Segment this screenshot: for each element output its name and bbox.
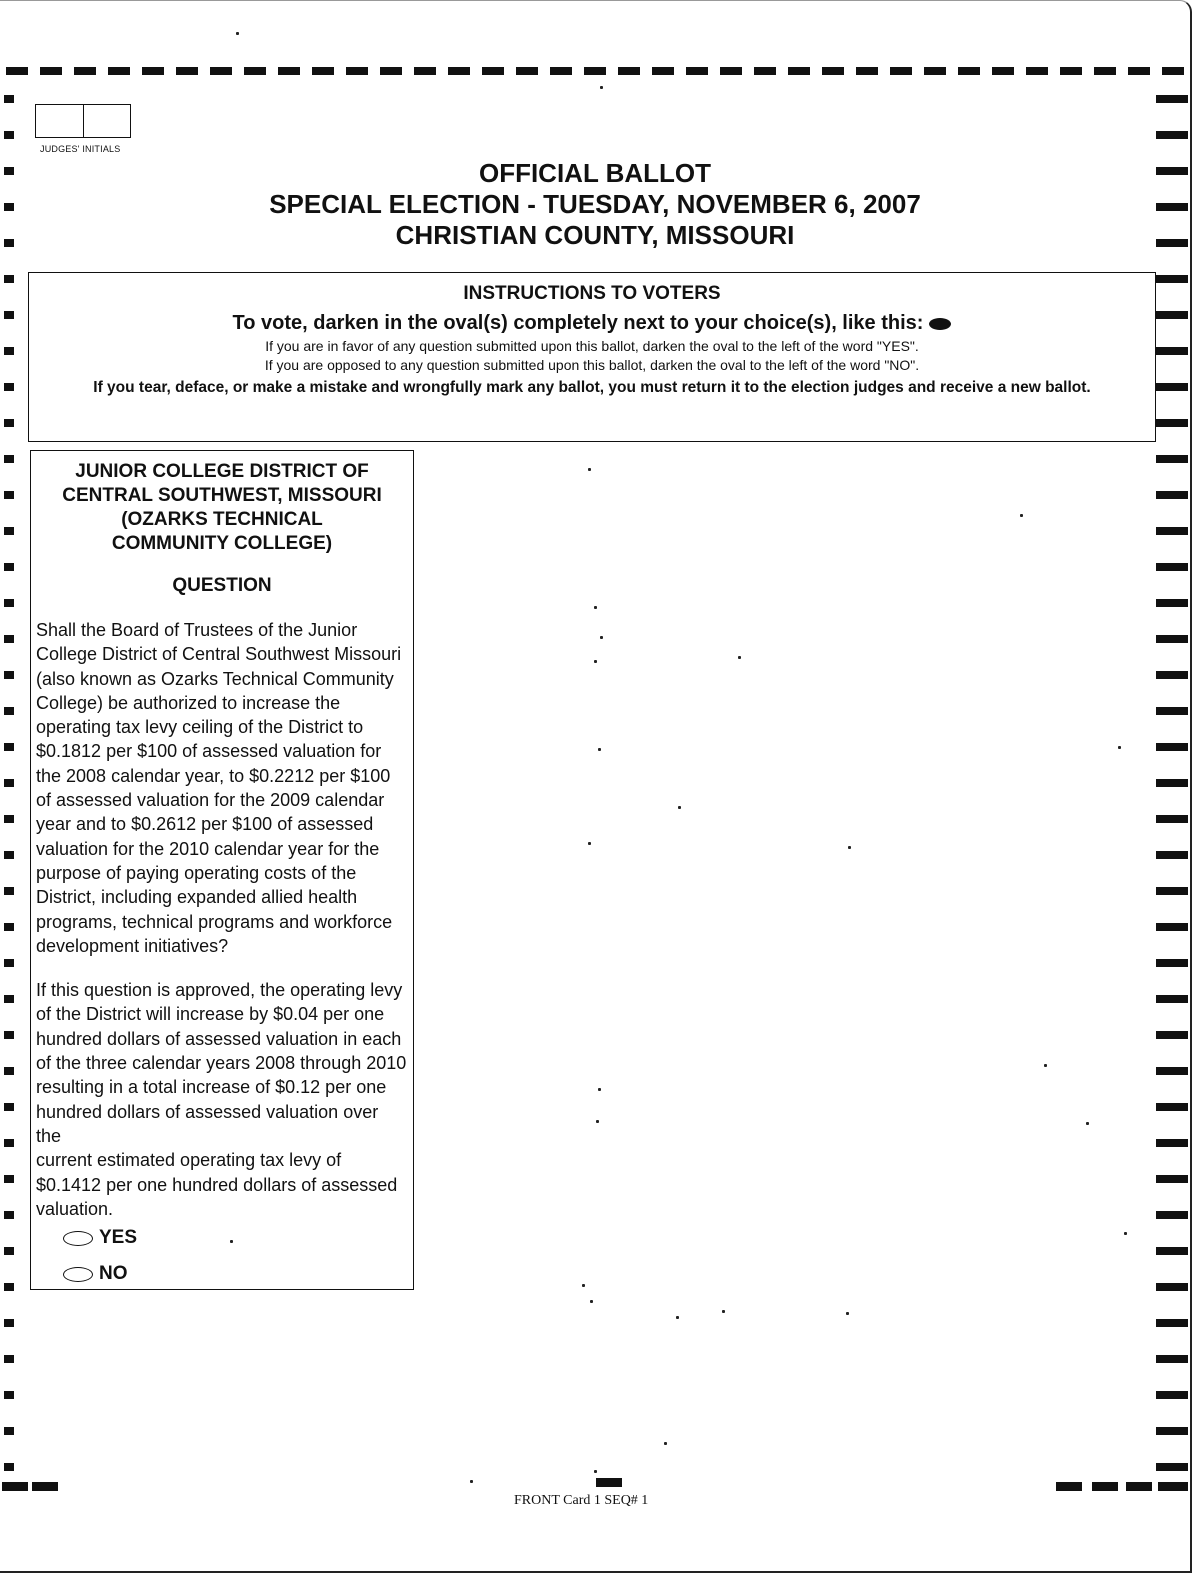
contest-heading: JUNIOR COLLEGE DISTRICT OF CENTRAL SOUTHWEST, MISSOURI (OZARKS TECHNICAL COMMUNITY COLLEGE) xyxy=(62,461,382,554)
timing-mark xyxy=(924,67,946,75)
timing-mark xyxy=(4,635,14,643)
timing-mark xyxy=(4,779,14,787)
timing-mark xyxy=(4,1319,14,1327)
scan-speck xyxy=(598,1088,601,1091)
timing-mark xyxy=(32,1482,58,1491)
timing-mark xyxy=(4,1247,14,1255)
timing-mark xyxy=(1156,1427,1188,1435)
timing-mark xyxy=(4,1175,14,1183)
judges-initials-box[interactable] xyxy=(35,104,131,138)
timing-mark xyxy=(346,67,368,75)
scan-speck xyxy=(722,1310,725,1313)
timing-mark xyxy=(4,455,14,463)
timing-mark xyxy=(4,563,14,571)
election-title: SPECIAL ELECTION - TUESDAY, NOVEMBER 6, 2007 xyxy=(269,189,921,219)
timing-mark xyxy=(244,67,266,75)
timing-mark xyxy=(1156,1031,1188,1039)
timing-mark xyxy=(210,67,232,75)
timing-mark xyxy=(4,815,14,823)
timing-mark xyxy=(1156,239,1188,247)
scan-speck xyxy=(1020,514,1023,517)
timing-mark xyxy=(4,1211,14,1219)
timing-mark xyxy=(4,131,14,139)
timing-mark xyxy=(1128,67,1150,75)
timing-mark xyxy=(1156,1211,1188,1219)
timing-mark xyxy=(1156,815,1188,823)
timing-mark xyxy=(720,67,742,75)
timing-mark xyxy=(822,67,844,75)
timing-mark xyxy=(1156,347,1188,355)
scan-speck xyxy=(600,86,603,89)
timing-mark xyxy=(1156,311,1188,319)
timing-mark xyxy=(1156,455,1188,463)
timing-mark xyxy=(1156,203,1188,211)
timing-mark xyxy=(4,383,14,391)
choice-no-label: NO xyxy=(99,1263,128,1284)
timing-mark xyxy=(108,67,130,75)
scan-speck xyxy=(596,1120,599,1123)
timing-mark xyxy=(4,995,14,1003)
choice-yes[interactable] xyxy=(63,1227,137,1249)
timing-mark xyxy=(4,1139,14,1147)
timing-mark xyxy=(4,1463,14,1471)
scan-speck xyxy=(1124,1232,1127,1235)
timing-mark xyxy=(4,347,14,355)
instructions-warning: If you tear, deface, or make a mistake and wrongfully mark any ballot, you must return it to the election judges and receive a new ballot. xyxy=(93,379,1091,396)
question-text: Shall the Board of Trustees of the Junior College District of Central Southwest Missouri (also known as Ozarks Technical Community College) be authorized to increase the operating tax levy ceiling of the District to $0.1812 per $100 of assessed valuation for the 2008 calendar year, to $0.2212 per $100 of assessed valuation for the 2009 calendar year and to $0.2612 per $100 of assessed valuation for the 2010 calendar year for the purpose of paying operating costs of the District, including expanded allied health programs, technical programs and workforce development initiatives? xyxy=(36,620,402,956)
instructions-main-line xyxy=(29,312,1155,335)
timing-mark xyxy=(1156,851,1188,859)
timing-mark xyxy=(4,419,14,427)
timing-mark xyxy=(1156,275,1188,283)
instructions-main-text: To vote, darken in the oval(s) completely next to your choice(s), like this: xyxy=(232,312,924,334)
timing-mark xyxy=(1156,1247,1188,1255)
timing-mark xyxy=(1156,1463,1188,1471)
timing-mark xyxy=(1156,1103,1188,1111)
scan-speck xyxy=(598,748,601,751)
timing-mark xyxy=(1162,67,1184,75)
timing-mark xyxy=(4,743,14,751)
timing-mark xyxy=(4,491,14,499)
scan-speck xyxy=(676,1316,679,1319)
timing-mark xyxy=(4,887,14,895)
timing-mark xyxy=(312,67,334,75)
scan-speck xyxy=(588,842,591,845)
timing-mark xyxy=(4,923,14,931)
instructions-box xyxy=(28,272,1156,442)
timing-mark xyxy=(1156,671,1188,679)
question-explanation: If this question is approved, the operating levy of the District will increase by $0.04 per one hundred dollars of assessed valuation in each of the three calendar years 2008 through 2010 resulting in a total increase of $0.12 per one hundred dollars of assessed valuation over the current estimated operating tax levy of $0.1412 per one hundred dollars of assessed valuation. xyxy=(36,980,407,1219)
timing-mark xyxy=(584,67,606,75)
timing-mark xyxy=(1156,527,1188,535)
timing-mark xyxy=(1156,1319,1188,1327)
scan-speck xyxy=(582,1284,585,1287)
timing-mark xyxy=(1026,67,1048,75)
timing-mark xyxy=(1126,1482,1152,1491)
timing-mark xyxy=(1156,1175,1188,1183)
timing-mark xyxy=(788,67,810,75)
ballot-header xyxy=(200,158,990,251)
no-oval-icon[interactable] xyxy=(63,1267,93,1282)
yes-oval-icon[interactable] xyxy=(63,1231,93,1246)
timing-mark xyxy=(516,67,538,75)
question-contest-box xyxy=(30,450,414,1290)
timing-mark xyxy=(40,67,62,75)
timing-mark xyxy=(1156,923,1188,931)
timing-mark xyxy=(4,275,14,283)
timing-mark xyxy=(550,67,572,75)
timing-mark xyxy=(1156,563,1188,571)
scan-speck xyxy=(846,1312,849,1315)
timing-mark xyxy=(890,67,912,75)
timing-mark xyxy=(4,1391,14,1399)
filled-oval-icon xyxy=(929,318,951,330)
timing-mark xyxy=(1092,1482,1118,1491)
scan-speck xyxy=(588,468,591,471)
instructions-title: INSTRUCTIONS TO VOTERS xyxy=(463,283,721,304)
timing-mark xyxy=(958,67,980,75)
timing-mark xyxy=(1060,67,1082,75)
timing-mark xyxy=(4,671,14,679)
timing-mark xyxy=(4,239,14,247)
timing-mark xyxy=(4,599,14,607)
timing-mark xyxy=(4,527,14,535)
timing-mark xyxy=(1156,599,1188,607)
timing-mark xyxy=(4,707,14,715)
timing-mark xyxy=(1156,1067,1188,1075)
timing-mark xyxy=(142,67,164,75)
timing-mark xyxy=(4,311,14,319)
timing-mark xyxy=(380,67,402,75)
timing-mark xyxy=(1156,419,1188,427)
scan-speck xyxy=(470,1480,473,1483)
timing-mark xyxy=(1156,1391,1188,1399)
timing-mark xyxy=(1156,131,1188,139)
timing-marks-right xyxy=(1156,95,1190,1495)
timing-mark xyxy=(1056,1482,1082,1491)
timing-mark xyxy=(1158,1482,1188,1491)
timing-mark xyxy=(1156,167,1188,175)
timing-mark xyxy=(414,67,436,75)
ballot-title: OFFICIAL BALLOT xyxy=(478,158,712,188)
timing-mark xyxy=(1156,635,1188,643)
scan-speck xyxy=(848,846,851,849)
timing-mark xyxy=(4,1427,14,1435)
timing-mark xyxy=(1156,1139,1188,1147)
scan-speck xyxy=(590,1300,593,1303)
timing-mark xyxy=(4,851,14,859)
scan-speck xyxy=(594,606,597,609)
timing-mark xyxy=(992,67,1014,75)
scan-speck xyxy=(230,1240,233,1243)
timing-mark xyxy=(1156,779,1188,787)
scan-speck xyxy=(1118,746,1121,749)
timing-mark xyxy=(4,1283,14,1291)
timing-mark xyxy=(278,67,300,75)
timing-mark xyxy=(652,67,674,75)
timing-mark xyxy=(1156,491,1188,499)
timing-mark xyxy=(2,1482,28,1491)
timing-mark xyxy=(4,1031,14,1039)
timing-mark xyxy=(1156,95,1188,103)
judges-initials-cell-1[interactable] xyxy=(36,105,83,137)
scan-speck xyxy=(678,806,681,809)
timing-mark xyxy=(1094,67,1116,75)
instructions-no-line: If you are opposed to any question submitted upon this ballot, darken the oval to the left of the word "NO". xyxy=(264,357,920,373)
timing-mark xyxy=(1156,743,1188,751)
timing-mark xyxy=(6,67,28,75)
timing-mark xyxy=(1156,995,1188,1003)
timing-mark xyxy=(618,67,640,75)
choice-no[interactable] xyxy=(63,1263,128,1285)
timing-mark xyxy=(448,67,470,75)
timing-mark xyxy=(1156,887,1188,895)
scan-speck xyxy=(600,636,603,639)
timing-mark xyxy=(176,67,198,75)
timing-mark xyxy=(856,67,878,75)
choice-yes-label: YES xyxy=(99,1227,138,1248)
timing-mark xyxy=(1156,1355,1188,1363)
county-title: CHRISTIAN COUNTY, MISSOURI xyxy=(395,220,795,250)
timing-marks-top xyxy=(6,67,1194,76)
timing-mark xyxy=(482,67,504,75)
scan-speck xyxy=(1044,1064,1047,1067)
timing-mark xyxy=(1156,707,1188,715)
question-label: QUESTION xyxy=(172,575,272,596)
timing-mark xyxy=(1156,959,1188,967)
timing-mark xyxy=(4,95,14,103)
scan-speck xyxy=(738,656,741,659)
timing-mark xyxy=(4,1067,14,1075)
scan-speck xyxy=(236,32,239,35)
timing-mark xyxy=(4,1355,14,1363)
timing-mark xyxy=(4,203,14,211)
judges-initials-label: JUDGES' INITIALS xyxy=(40,144,121,154)
timing-mark xyxy=(4,167,14,175)
timing-mark xyxy=(1156,383,1188,391)
timing-mark xyxy=(1156,1283,1188,1291)
timing-marks-left xyxy=(4,95,24,1495)
scan-speck xyxy=(594,660,597,663)
footer-timing-mark xyxy=(596,1478,622,1487)
timing-mark xyxy=(4,1103,14,1111)
scan-speck xyxy=(594,1470,597,1473)
instructions-yes-line: If you are in favor of any question submitted upon this ballot, darken the oval to the left of the word "YES". xyxy=(265,338,919,354)
timing-mark xyxy=(74,67,96,75)
scan-speck xyxy=(1086,1122,1089,1125)
timing-mark xyxy=(686,67,708,75)
scan-speck xyxy=(664,1442,667,1445)
card-footer: FRONT Card 1 SEQ# 1 xyxy=(514,1493,649,1508)
timing-mark xyxy=(754,67,776,75)
timing-mark xyxy=(4,959,14,967)
judges-initials-cell-2[interactable] xyxy=(83,105,131,137)
